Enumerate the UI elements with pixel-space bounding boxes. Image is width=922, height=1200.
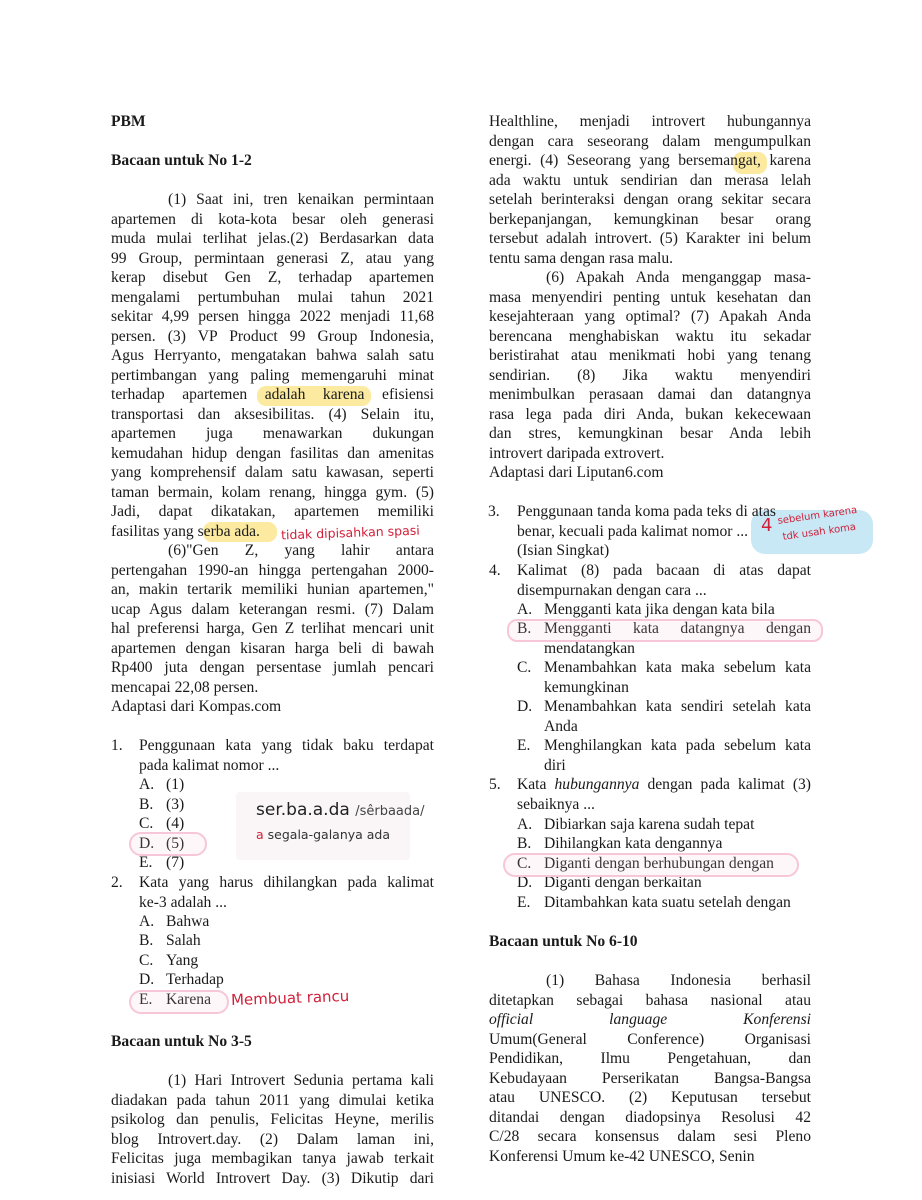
- source-liputan6: Adaptasi dari Liputan6.com: [489, 464, 664, 481]
- passage-3-paragraph-1: (1) Bahasa Indonesia berhasil ditetapkan sebagai bahasa nasional atau official language Konferensi Umum(General Conference) Organisasi Pendidikan, Ilmu Pengetahuan, dan Kebudayaan Perserikatan Bangsa-Bangsa atau UNESCO. (2) Keputusan tersebut ditandai dengan diadopsinya Resolusi 42 C/28 secara konsensus dalam sesi Pleno Konferensi Umum ke-42 UNESCO, Senin: [489, 972, 811, 1165]
- circle-q1-answer-d: [129, 832, 207, 856]
- q1-option-a[interactable]: A. (1): [139, 776, 185, 793]
- q1-option-e[interactable]: E. (7): [139, 854, 185, 871]
- q4-option-d[interactable]: D. Menambahkan kata sendiri setelah kata Anda: [517, 698, 811, 735]
- question-5: 5. Kata hubungannya dengan pada kalimat (3) sebaiknya ...: [489, 776, 811, 813]
- dict-word-class: a: [256, 827, 264, 842]
- note-q3-answer: 4: [761, 515, 773, 536]
- q2-option-b[interactable]: B. Salah: [139, 932, 201, 949]
- q5-option-d[interactable]: D. Diganti dengan berkaitan: [517, 874, 702, 891]
- q4-option-b[interactable]: B. Mengganti kata datangnya dengan mendatangkan: [517, 620, 811, 657]
- passage-2-paragraph-1: (1) Hari Introvert Sedunia pertama kali diadakan pada tahun 2011 yang dimulai ketika psikolog dan penulis, Felicitas Heyne, merilis blog Introvert.day. (2) Dalam laman ini, Felicitas juga membagikan tanya jawab terkait inisiasi World Introvert Day. (3) Dikutip dari: [111, 1072, 434, 1187]
- q1-option-c[interactable]: C. (4): [139, 815, 185, 832]
- section-title-6-10: Bacaan untuk No 6-10: [489, 933, 638, 950]
- doc-title: PBM: [111, 113, 146, 130]
- passage-2-paragraph-2: (6) Apakah Anda menganggap masa- masa menyendiri penting untuk kesehatan dan kesejahteraan yang optimal? (7) Apakah Anda berencana menghabiskan waktu itu sekadar beristirahat atau menikmati hobi yang tenang sendirian. (8) Jika waktu menyendiri menimbulkan perasaan damai dan datangnya rasa lega pada diri Anda, bukan kekecewaan dan stres, kemungkinan besar Anda lebih introvert daripada extrovert.: [489, 269, 811, 462]
- source-kompas: Adaptasi dari Kompas.com: [111, 698, 282, 715]
- q4-option-c[interactable]: C. Menambahkan kata maka sebelum kata kemungkinan: [517, 659, 811, 696]
- q5-option-a[interactable]: A. Dibiarkan saja karena sudah tepat: [517, 816, 755, 833]
- dict-pronunciation: /sêrbaada/: [355, 804, 425, 819]
- q2-option-d[interactable]: D. Terhadap: [139, 971, 224, 988]
- note-q3-line1: sebelum karena: [777, 504, 858, 527]
- passage-1-paragraph-1: (1) Saat ini, tren kenaikan permintaan apartemen di kota-kota besar oleh generasi muda mulai terlihat jelas.(2) Berdasarkan data 99 Group, permintaan generasi Z, atau yang kerap disebut Gen Z, terhadap apartemen mengalami pertumbuhan mulai tahun 2021 sekitar 4,99 persen hingga 2022 menjadi 11,68 persen. (3) VP Product 99 Group Indonesia, Agus Herryanto, mengatakan bahwa salah satu pertimbangan yang paling memengaruhi minat terhadap apartemen adalah karena efisiensi transportasi dan aksesibilitas. (4) Selain itu, apartemen juga menawarkan dukungan kemudahan hidup dengan fasilitas dan amenitas yang komprehensif dalam satu kawasan, seperti taman bermain, kolam renang, hingga gym. (5) Jadi, dapat dikatakan, apartemen memiliki fasilitas yang serba ada.: [111, 191, 434, 540]
- circle-q4-answer-b: [507, 619, 823, 642]
- note-karena-rancu: Membuat rancu: [230, 986, 350, 1010]
- question-1: 1. Penggunaan kata yang tidak baku terdapat pada kalimat nomor ...: [111, 737, 434, 774]
- q5-option-c[interactable]: C. Diganti dengan berhubungan dengan: [517, 855, 774, 872]
- note-q3-line2: tdk usah koma: [782, 521, 857, 543]
- dictionary-card: [236, 792, 425, 860]
- q2-option-c[interactable]: C. Yang: [139, 952, 199, 969]
- q5-option-b[interactable]: B. Dihilangkan kata dengannya: [517, 835, 723, 852]
- section-title-1-2: Bacaan untuk No 1-2: [111, 152, 252, 169]
- q1-option-b[interactable]: B. (3): [139, 796, 185, 813]
- question-2: 2. Kata yang harus dihilangkan pada kalimat ke-3 adalah ...: [111, 874, 434, 911]
- italic-hubungannya: hubungannya: [554, 776, 640, 793]
- circle-q5-answer-c: [503, 853, 799, 877]
- q4-option-a[interactable]: A. Mengganti kata jika dengan kata bila: [517, 601, 775, 618]
- q4-option-e[interactable]: E. Menghilangkan kata pada sebelum kata diri: [517, 737, 811, 774]
- q5-option-e[interactable]: E. Ditambahkan kata suatu setelah dengan: [517, 894, 791, 911]
- passage-2-paragraph-1-cont: Healthline, menjadi introvert hubungannya dengan cara seseorang dalam mengumpulkan energi. (4) Seseorang yang bersemangat, karena ada waktu untuk sendirian dan merasa lelah setelah berinteraksi dengan orang sekitar secara berkepanjangan, kemungkinan besar orang tersebut adalah introvert. (5) Karakter ini belum tentu sama dengan rasa malu.: [489, 113, 811, 267]
- dict-word: ser.ba.a.da: [256, 800, 350, 820]
- dict-definition: segala-galanya ada: [267, 827, 391, 842]
- question-3: 3. Penggunaan tanda koma pada teks di atas benar, kecuali pada kalimat nomor ... (Isian Singkat): [488, 503, 776, 559]
- section-title-3-5: Bacaan untuk No 3-5: [111, 1033, 252, 1050]
- q1-option-d[interactable]: D. (5): [139, 835, 185, 852]
- note-serba-ada: tidak dipisahkan spasi: [280, 522, 420, 543]
- passage-1-paragraph-2: (6)"Gen Z, yang lahir antara pertengahan 1990-an hingga pertengahan 2000- an, makin tertarik memiliki hunian apartemen," ucap Agus dalam keterangan resmi. (7) Dalam hal preferensi harga, Gen Z terlihat mencari unit apartemen dengan kisaran harga beli di bawah Rp400 juta dengan persentase jumlah pencari mencapai 22,08 persen.: [111, 542, 434, 696]
- q2-option-e[interactable]: E. Karena: [139, 991, 212, 1008]
- circle-q2-answer-e: [129, 990, 229, 1014]
- question-4: 4. Kalimat (8) pada bacaan di atas dapat disempurnakan dengan cara ...: [489, 562, 811, 599]
- q2-option-a[interactable]: A. Bahwa: [139, 913, 210, 930]
